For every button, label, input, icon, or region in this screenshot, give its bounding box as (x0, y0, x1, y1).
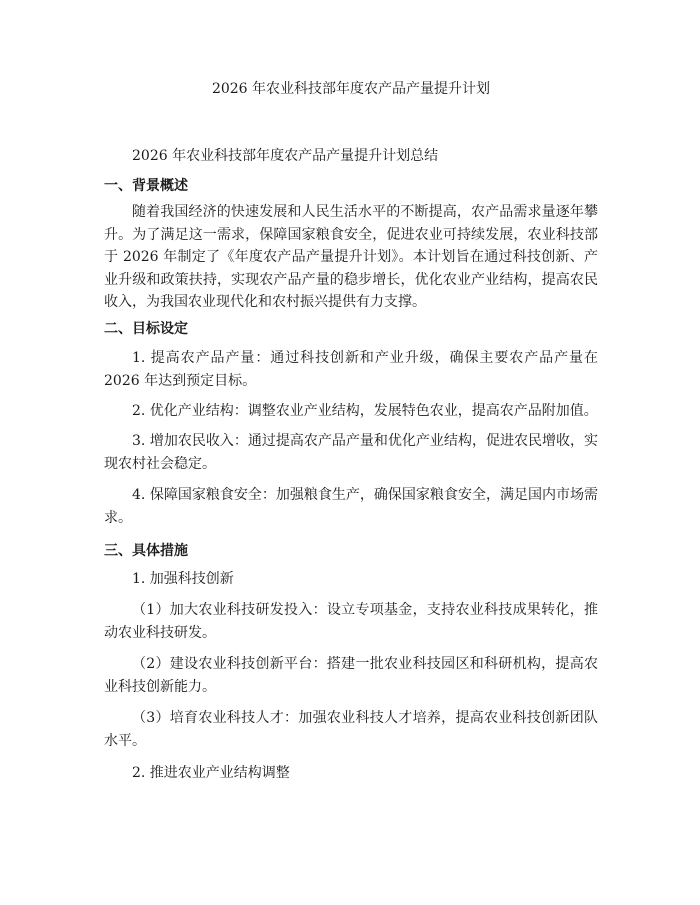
measure-subitem-2: （2）建设农业科技创新平台：搭建一批农业科技园区和科研机构，提高农业科技创新能力。 (104, 656, 598, 695)
measure-subitem-3: （3）培育农业科技人才：加强农业科技人才培养，提高农业科技创新团队水平。 (104, 710, 598, 749)
measure-item-1: 1. 加强科技创新 (132, 571, 234, 587)
measure-item-2: 2. 推进农业产业结构调整 (132, 765, 290, 781)
goal-item-3: 3. 增加农民收入：通过提高农产品产量和优化产业结构，促进农民增收，实现农村社会稳定。 (104, 433, 598, 472)
section-heading-measures: 三、具体措施 (104, 543, 188, 559)
summary-title: 2026 年农业科技部年度农产品产量提升计划总结 (132, 148, 439, 164)
document-title: 2026 年农业科技部年度农产品产量提升计划 (211, 81, 491, 97)
section-heading-background: 一、背景概述 (104, 178, 188, 194)
goal-item-2: 2. 优化产业结构：调整农业产业结构，发展特色农业，提高农产品附加值。 (132, 403, 598, 419)
goal-item-4: 4. 保障国家粮食安全：加强粮食生产，确保国家粮食安全，满足国内市场需求。 (104, 487, 598, 526)
section-heading-goals: 二、目标设定 (104, 321, 188, 337)
goal-item-1: 1. 提高农产品产量：通过科技创新和产业升级，确保主要农产品产量在 2026 年达到预定目标。 (104, 350, 598, 389)
background-paragraph: 随着我国经济的快速发展和人民生活水平的不断提高，农产品需求量逐年攀升。为了满足这一需求，保障国家粮食安全，促进农业可持续发展，农业科技部于 2026 年制定了《年度农产品产量提升计划》。本计划旨在通过科技创新、产业升级和政策扶持，实现农产品产量的稳步增长，优化农业产业结构，提高农民收入，为我国农业现代化和农村振兴提供有力支撑。 (104, 204, 598, 310)
measure-subitem-1: （1）加大农业科技研发投入：设立专项基金，支持农业科技成果转化，推动农业科技研发。 (104, 602, 598, 641)
